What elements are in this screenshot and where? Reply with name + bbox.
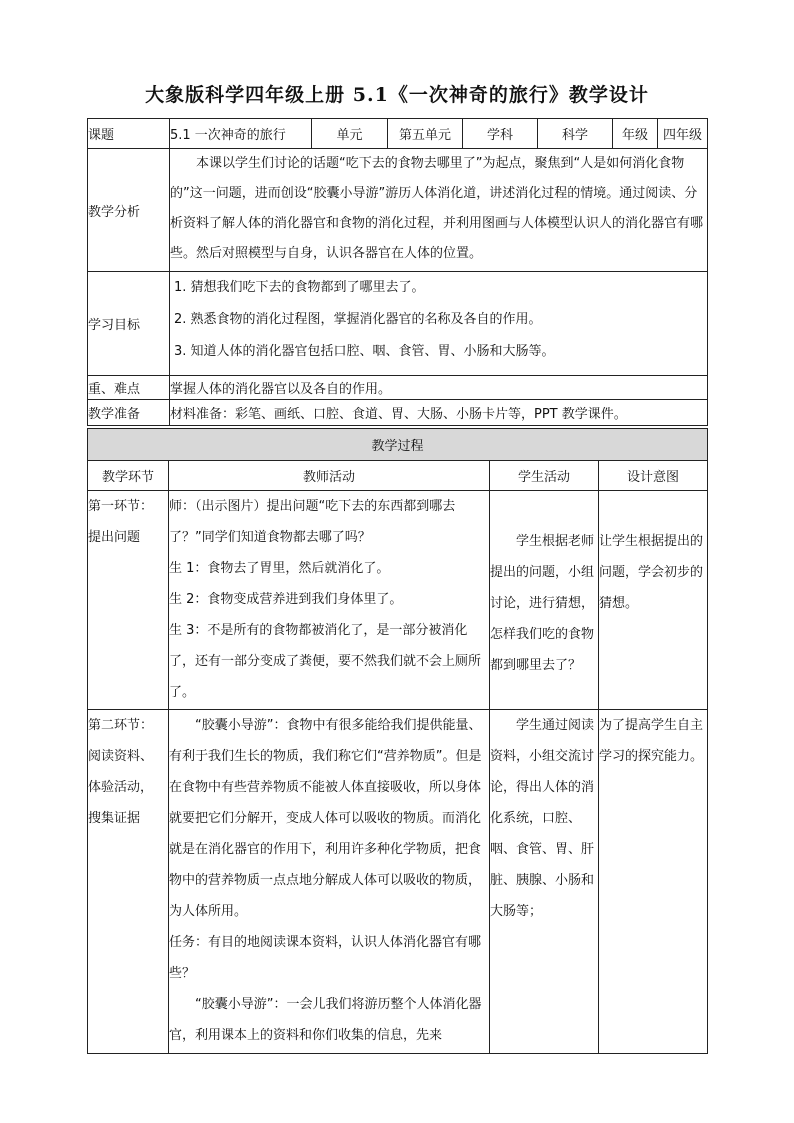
student-activity-cell: 学生通过阅读资料，小组交流讨论，得出人体的消化系统，口腔、咽、食管、胃、肝脏、胰腺、小肠和大肠等； [490, 710, 599, 1054]
stage-cell [88, 491, 169, 710]
unit-value: 第五单元 [388, 119, 463, 149]
stage-line: 搜集证据 [88, 811, 141, 826]
teacher-paragraph: 师：（出示图片）提出问题“吃下去的东西都到哪去了？”同学们知道食物都去哪了吗？ [169, 499, 456, 545]
lesson-value: 5.1 一次神奇的旅行 [170, 119, 312, 149]
col-stage-header: 教学环节 [88, 461, 169, 491]
design-intent-cell: 为了提高学生自主学习的探究能力。 [599, 710, 708, 1054]
teacher-activity-cell [169, 491, 490, 710]
preparation-label: 教学准备 [88, 400, 170, 426]
teacher-paragraph: “胶囊小导游”：一会儿我们将游历整个人体消化器官，利用课本上的资料和你们收集的信息，先来 [169, 997, 482, 1043]
unit-label: 单元 [312, 119, 388, 149]
preparation-text: 材料准备：彩笔、画纸、口腔、食道、胃、大肠、小肠卡片等，PPT 教学课件。 [170, 400, 708, 426]
teacher-activity-cell [169, 710, 490, 1054]
stage-line: 第二环节： [88, 718, 154, 733]
subject-value: 科学 [538, 119, 613, 149]
stage-line: 体验活动， [88, 780, 154, 795]
teacher-paragraph: 生 2：食物变成营养进到我们身体里了。 [169, 592, 403, 607]
col-teacher-header: 教师活动 [169, 461, 490, 491]
key-points-text: 掌握人体的消化器官以及各自的作用。 [170, 376, 708, 400]
stage-line: 第一环节： [88, 499, 154, 514]
key-points-label: 重、难点 [88, 376, 170, 400]
goal-item: 3. 知道人体的消化器官包括口腔、咽、食管、胃、小肠和大肠等。 [174, 344, 555, 359]
goals-label: 学习目标 [88, 272, 170, 376]
col-student-header: 学生活动 [490, 461, 599, 491]
teacher-paragraph: 生 1：食物去了胃里，然后就消化了。 [169, 561, 390, 576]
col-intent-header: 设计意图 [599, 461, 708, 491]
goal-item: 2. 熟悉食物的消化过程图，掌握消化器官的名称及各自的作用。 [174, 312, 542, 327]
grade-value: 四年级 [658, 119, 708, 149]
process-table [87, 428, 708, 1054]
grade-label: 年级 [613, 119, 658, 149]
subject-label: 学科 [463, 119, 538, 149]
teacher-paragraph: 生 3：不是所有的食物都被消化了，是一部分被消化了，还有一部分变成了粪便，要不然我们就不会上厕所了。 [169, 623, 482, 700]
stage-line: 提出问题 [88, 530, 141, 545]
teacher-paragraph: 任务：有目的地阅读课本资料，认识人体消化器官有哪些？ [169, 935, 482, 981]
goal-item: 1. 猜想我们吃下去的食物都到了哪里去了。 [174, 280, 425, 295]
stage-cell [88, 710, 169, 1054]
student-activity-cell: 学生根据老师提出的问题，小组讨论，进行猜想，怎样我们吃的食物都到哪里去了？ [490, 491, 599, 710]
stage-line: 阅读资料、 [88, 749, 154, 764]
table-row [88, 491, 708, 710]
design-intent-cell: 让学生根据提出的问题，学会初步的猜想。 [599, 491, 708, 710]
table-row [88, 710, 708, 1054]
lesson-label: 课题 [88, 119, 170, 149]
page-title: 大象版科学四年级上册 5.1《一次神奇的旅行》教学设计 [145, 84, 649, 106]
lesson-info-table [87, 118, 708, 426]
process-section-title: 教学过程 [88, 429, 708, 461]
analysis-label: 教学分析 [88, 149, 170, 272]
goals-list [170, 272, 708, 376]
teacher-paragraph: “胶囊小导游”：食物中有很多能给我们提供能量、有利于我们生长的物质，我们称它们“营养物质”。但是在食物中有些营养物质不能被人体直接吸收，所以身体就要把它们分解开，变成人体可以吸收的物质。而消化就是在消化器官的作用下，利用许多种化学物质，把食物中的营养物质一点点地分解成人体可以吸收的物质，为人体所用。 [169, 718, 482, 919]
analysis-text: 本课以学生们讨论的话题“吃下去的食物去哪里了”为起点，聚焦到“人是如何消化食物的”这一问题，进而创设“胶囊小导游”游历人体消化道，讲述消化过程的情境。通过阅读、分析资料了解人体的消化器官和食物的消化过程，并利用图画与人体模型认识人的消化器官有哪些。然后对照模型与自身，认识各器官在人体的位置。 [170, 149, 708, 272]
